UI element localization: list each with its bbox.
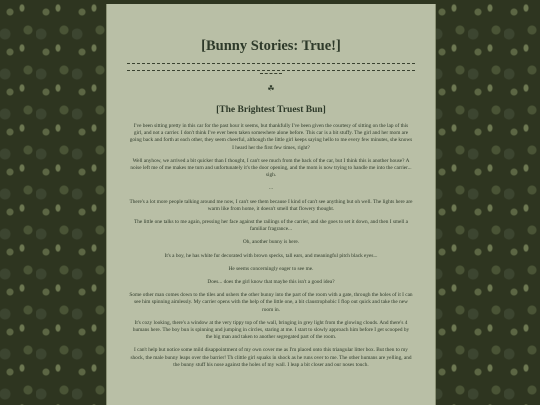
divider xyxy=(127,63,415,71)
story-paragraph: It's cozy looking, there's a window at the very tippy top of the wall, bringing in grey light from the glowing clouds. And there's 4 humans here. The boy bun is spinning and jumping in circles, staring at me. I start to slowly approach him before I get scooped by the big man and taken to another segregated part of the room. xyxy=(132,319,410,341)
story-paragraph: He seems concerningly eager to see me. xyxy=(228,265,314,272)
divider-short xyxy=(260,73,282,74)
story-paragraph: Oh, another bunny is here. xyxy=(242,239,300,246)
story-paragraph: Does... does the girl know that maybe this isn't a good idea? xyxy=(207,279,335,286)
story-paragraph: The little one talks to me again, pressing her face against the railings of the carrier, and she goes to set it down, and then I smell a familiar fragrance... xyxy=(134,219,408,233)
story-paragraph: ... xyxy=(269,185,273,192)
clover-icon: ☘ xyxy=(267,84,275,93)
story-paragraph: Some other man comes down to the tiles and ushers the other bunny into the part of the room with a gate, through the holes of it I can see him spinning aimlessly. My carrier opens with the help of the little one, a bit claustrophobic I flop out quick and take the new room in. xyxy=(129,292,413,313)
story-paragraph: It's a boy, he has white fur decorated with brown specks, tall ears, and meaningful pitch black eyes... xyxy=(164,252,378,259)
story-page xyxy=(106,4,436,405)
story-paragraph: Well anyhow, we arrived a bit quicker than I thought, I can't see much from the back of the car, but I think this is another house? A noise left me of me makes me turn and unfortunately it's the door opening, and the mom is now trying to handle me into the carrier... sigh. xyxy=(130,157,412,179)
story-paragraph: I can't help but notice some mild disappointment of my own cover me as I'm placed onto this triangular litter box. But then to my shock, the male bunny leaps over the barrier! Th clittle girl squaks in shock as he runs over to me. The other humans are yelling, and the bunny stuff his nose against the holes of my wall. I leap a bit closer and our noses touch. xyxy=(130,347,412,368)
page-title: [Bunny Stories: True!] xyxy=(201,38,341,54)
story-paragraph: I've been sitting pretty in this car for the past hour it seems, but thankfully I've been given the courtesy of sitting on the lap of this girl, and not a carrier. I don't think I've ever been taken somewhere alone before. This car is a bit stuffy. The girl and her mom are going back and forth at each other, they seem cheerful, although the little girl keeps saying hello to me every few minutes, she knows I heard her the first few times, right? xyxy=(129,123,413,151)
story-paragraph: There's a lot more people talking around me now, I can't see them because I kind of can't see anything but oh well. The lights here are warm like from home, it doesn't smell that flowery thought. xyxy=(129,198,413,212)
story-content xyxy=(107,123,435,369)
story-title: [The Brightest Truest Bun] xyxy=(216,105,326,115)
